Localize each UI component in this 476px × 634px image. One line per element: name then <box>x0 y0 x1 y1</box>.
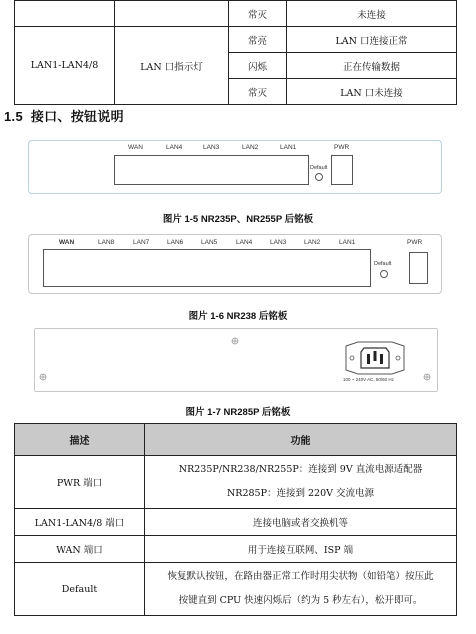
lan4-label: LAN4 <box>236 239 253 246</box>
cell-line: NR285P：连接到 220V 交流电源 <box>226 488 375 499</box>
led-status-table <box>14 0 457 105</box>
lan3-label: LAN3 <box>270 239 287 246</box>
pwr-label: PWR <box>407 239 423 246</box>
figure-caption-1-6: 图片 1-6 NR238 后铭板 <box>188 311 288 322</box>
interface-function-table <box>14 423 457 616</box>
table-cell: LAN 口连接正常 <box>287 27 457 53</box>
lan1-label: LAN1 <box>280 144 297 151</box>
table-cell <box>145 456 457 509</box>
lan6-label: LAN6 <box>167 239 184 246</box>
default-label: Default <box>374 261 392 267</box>
figure-caption-1-5: 图片 1-5 NR235P、NR255P 后铭板 <box>162 214 314 225</box>
table-cell: 常灭 <box>229 79 287 105</box>
table-cell: 正在传输数据 <box>287 53 457 79</box>
pwr-label: PWR <box>334 144 350 151</box>
table-cell <box>15 1 115 27</box>
table-cell: 常灭 <box>229 1 287 27</box>
table-cell: 连接电脑或者交换机等 <box>145 509 457 536</box>
table-cell: LAN1-LAN4/8 <box>15 27 115 105</box>
table-cell: 未连接 <box>287 1 457 27</box>
default-label: Default <box>310 165 328 171</box>
table-cell: 闪烁 <box>229 53 287 79</box>
rear-panel-nr238 <box>28 234 442 294</box>
power-port <box>331 155 353 185</box>
table-cell: PWR 端口 <box>15 456 145 509</box>
table-cell: 常亮 <box>229 27 287 53</box>
lan3-label: LAN3 <box>203 144 220 151</box>
lan4-label: LAN4 <box>166 144 183 151</box>
port-block <box>114 155 309 185</box>
section-title: 接口、按钮说明 <box>30 109 124 124</box>
table-cell: Default <box>15 563 145 616</box>
table-header: 功能 <box>145 424 457 456</box>
lan8-label: LAN8 <box>98 239 115 246</box>
figure-caption-1-7: 图片 1-7 NR285P 后铭板 <box>185 407 291 418</box>
cell-line: 恢复默认按钮，在路由器正常工作时用尖状物（如铅笔）按压此 <box>167 571 434 582</box>
power-rating-text: 100 ~ 240V AC, 50/60 Hz <box>343 377 394 382</box>
wan-label: WAN <box>128 144 143 151</box>
rear-panel-nr235p <box>28 140 442 194</box>
table-cell <box>145 563 457 616</box>
section-number: 1.5 <box>4 109 23 124</box>
wan-label: WAN <box>59 239 75 246</box>
table-cell <box>115 1 229 27</box>
cell-line: 按键直到 CPU 快速闪烁后（约为 5 秒左右），松开即可。 <box>178 595 423 606</box>
lan7-label: LAN7 <box>133 239 150 246</box>
table-cell: LAN 口未连接 <box>287 79 457 105</box>
lan2-label: LAN2 <box>304 239 321 246</box>
table-cell: WAN 端口 <box>15 536 145 563</box>
table-cell: LAN1-LAN4/8 端口 <box>15 509 145 536</box>
reset-button-icon <box>380 270 388 278</box>
rear-panel-nr285p <box>34 328 438 392</box>
lan1-label: LAN1 <box>339 239 356 246</box>
table-header: 描述 <box>15 424 145 456</box>
table-cell: 用于连接互联网、ISP 端 <box>145 536 457 563</box>
reset-button-icon <box>315 173 323 181</box>
table-cell: LAN 口指示灯 <box>115 27 229 105</box>
lan2-label: LAN2 <box>242 144 259 151</box>
power-port <box>409 252 428 284</box>
ac-power-socket-icon <box>340 340 410 380</box>
section-heading <box>4 106 124 125</box>
lan5-label: LAN5 <box>201 239 218 246</box>
cell-line: NR235P/NR238/NR255P：连接到 9V 直流电源适配器 <box>178 464 423 475</box>
port-block <box>43 249 371 287</box>
